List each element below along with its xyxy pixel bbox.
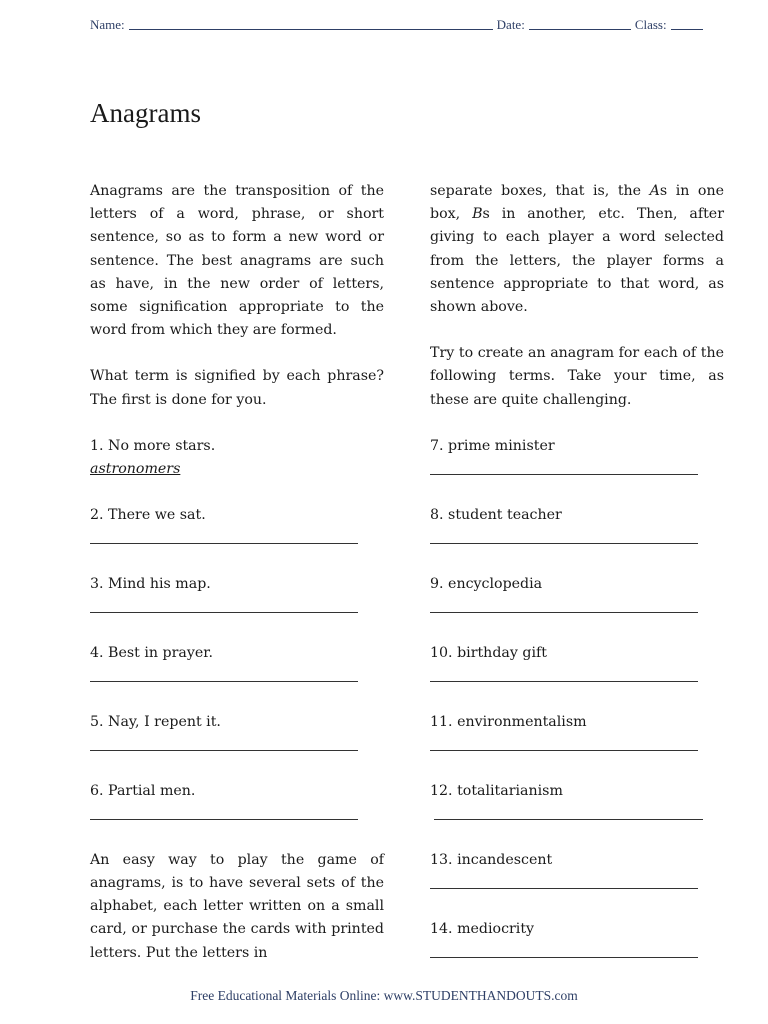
- list-item: 6. Partial men.: [90, 782, 196, 799]
- answer-line: [430, 681, 698, 682]
- question-paragraph: What term is signified by each phrase? The first is done for you.: [90, 368, 384, 408]
- name-label: Name:: [90, 17, 125, 32]
- answer-example: [90, 458, 384, 481]
- list-item: 4. Best in prayer.: [90, 644, 214, 661]
- instructions-paragraph: Try to create an anagram for each of the following terms. Take your time, as these are quite challenging.: [430, 345, 724, 408]
- class-field-line: [671, 17, 703, 30]
- page-title: Anagrams: [90, 98, 201, 128]
- list-item: 12. totalitarianism: [430, 782, 563, 799]
- date-field-line: [529, 17, 631, 30]
- answer-line: [90, 681, 358, 682]
- header-fields: [90, 17, 720, 37]
- answer-line: [430, 888, 698, 889]
- list-item: 10. birthday gift: [430, 644, 547, 661]
- answer-line: [430, 750, 698, 751]
- list-item: 11. environmentalism: [430, 713, 587, 730]
- answer-line: [90, 612, 358, 613]
- date-label: Date:: [496, 17, 525, 32]
- list-item: 8. student teacher: [430, 506, 562, 523]
- list-item: 7. prime minister: [430, 437, 555, 454]
- answer-line: [430, 957, 698, 958]
- list-item: 1. No more stars.: [90, 437, 216, 454]
- name-field-line: [129, 17, 493, 30]
- answer-line: [430, 543, 698, 544]
- game-paragraph: An easy way to play the game of anagrams, is to have several sets of the alphabet, each letter written on a small card, or purchase the cards with printed letters. Put the letters in: [90, 851, 384, 961]
- list-item: 2. There we sat.: [90, 506, 206, 523]
- intro-paragraph: Anagrams are the transposition of the letters of a word, phrase, or short sentence, so as to form a new word or sentence. The best anagrams are such as have, in the new order of letters, some signification appropriate to the word from which they are formed.: [90, 183, 384, 339]
- right-column: [430, 180, 724, 964]
- class-label: Class:: [634, 17, 667, 32]
- example-answer: astronomers: [90, 460, 181, 477]
- answer-line: [90, 543, 358, 544]
- game-paragraph-continued: separate boxes, that is, the As in one box, Bs in another, etc. Then, after giving to each player a word selected from the letters, the player forms a sentence appropriate to that word, as shown above.: [430, 183, 724, 316]
- footer-credit: Free Educational Materials Online: www.STUDENTHANDOUTS.com: [190, 988, 578, 1003]
- list-item: 14. mediocrity: [430, 920, 535, 937]
- answer-line: [90, 750, 358, 751]
- list-item: 9. encyclopedia: [430, 575, 543, 592]
- list-item: 3. Mind his map.: [90, 575, 211, 592]
- list-item: 5. Nay, I repent it.: [90, 713, 221, 730]
- answer-line: [430, 474, 698, 475]
- answer-line: [434, 819, 703, 820]
- left-column: [90, 180, 384, 965]
- answer-line: [90, 819, 358, 820]
- answer-line: [430, 612, 698, 613]
- list-item: 13. incandescent: [430, 851, 553, 868]
